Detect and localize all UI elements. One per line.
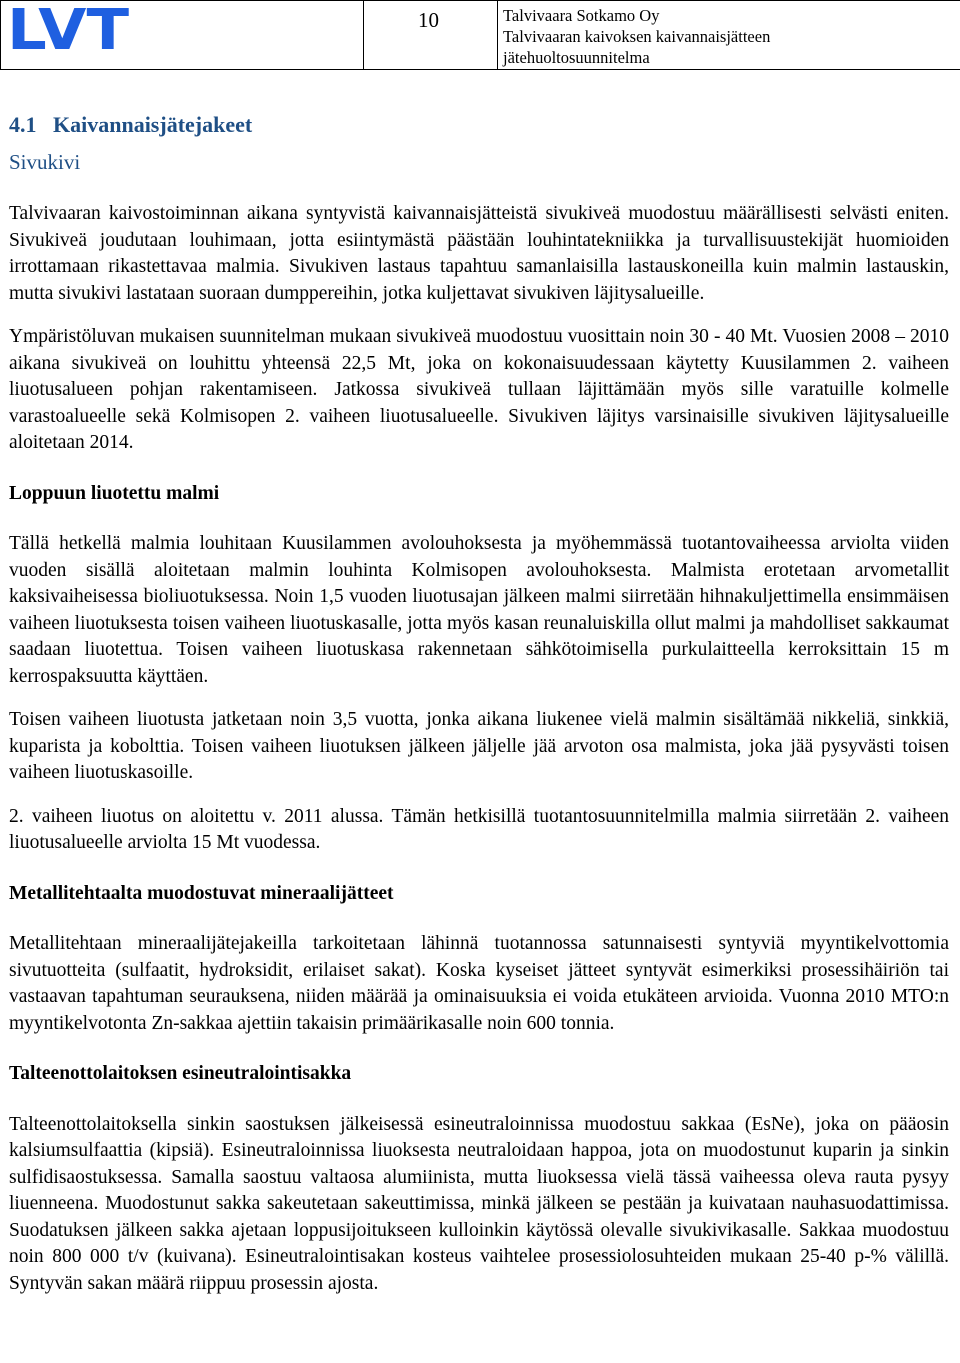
paragraph-esineutralointisakka: Talteenottolaitoksella sinkin saostuksen jälkeisessä esineutraloinnissa muodostuu sakkaa (EsNe), joka on pääosin kalsiumsulfaattia (kipsiä). Esineutraloinnissa liuoksesta neutraloidaan happoa, jota on muodostunut kuparin ja sinkin sulfidisaostuksessa. Samalla saostuu valtaosa alumiinista, mutta liuoksessa vielä tässä vaiheessa oleva rauta pysyy liuenneena. Muodostunut sakka sakeutetaan sakeuttimissa, minkä jälkeen se pestään ja kuivataan nauhasuodattimissa. Suodatuksen jälkeen sakka ajetaan loppusijoitukseen kulloinkin käytössä olevalle sivukivikasalle. Sakkaa muodostuu noin 800 000 t/v (kuivana). Esineutralointisakan kosteus vaihtelee prosessiolosuhteiden mukaan 25-40 p-% välillä. Syntyvän sakan määrä riippuu prosessin ajosta. [9, 1113, 949, 1294]
svg-text:LVT: LVT [7, 5, 129, 55]
subsection-heading-sivukivi: Sivukivi [9, 150, 81, 174]
document-title-line1: Talvivaaran kaivoksen kaivannaisjätteen [503, 27, 771, 46]
paragraph-malmi-2: Toisen vaiheen liuotusta jatketaan noin 3,5 vuotta, jonka aikana liukenee vielä malmin sisältämää nikkeliä, sinkkiä, kuparista ja kobolttia. Toisen vaiheen liuotuksen jälkeen jäljelle jää arvoton osa malmista, joka jää pysyvästi toisen vaiheen liuotuskasoille. [9, 709, 949, 783]
paragraph-metallitehdas: Metallitehtaan mineraalijätejakeilla tarkoitetaan lähinnä tuotannossa satunnaisesti syntyviä myyntikelvottomia sivutuotteita (sulfaatit, hydroksidit, erilaiset sakat). Koska kyseiset jätteet syntyvät esimerkiksi prosessihäiriön tai vastaavan tapahtuman seurauksena, niiden määrää ja ominaisuuksia ei voida etukäteen arvioida. Vuonna 2010 MTO:n myyntikelvotonta Zn-sakkaa ajettiin takaisin primäärikasalle noin 600 tonnia. [9, 933, 949, 1034]
heading-esineutralointisakka: Talteenottolaitoksen esineutralointisakka [9, 1063, 352, 1084]
heading-metallitehdas: Metallitehtaalta muodostuvat mineraalijätteet [9, 882, 394, 904]
document-header [0, 0, 960, 70]
paragraph-sivukivi-1: Talvivaaran kaivostoiminnan aikana syntyvistä kaivannaisjätteistä sivukiveä muodostuu määrällisesti selvästi eniten. Sivukiveä joudutaan louhimaan, jotta esiintymästä päästään louhintatekniikka ja turvallisuustekijät huomioiden irrottamaan rikastettavaa malmia. Sivukiven lastaus tapahtuu samanlaisilla lastauskoneilla kuin malmin lastauskin, mutta sivukivi lastataan suoraan dumppereihin, jotka kuljettavat sivukiven läjitysalueille. [9, 203, 949, 304]
paragraph-malmi-1: Tällä hetkellä malmia louhitaan Kuusilammen avolouhoksesta ja myöhemmässä tuotantovaiheessa arviolta viiden vuoden sisällä aloitetaan malmin louhinta Kolmisopen avolouhoksesta. Malmista erotetaan arvometallit kaksivaiheisessa bioliuotuksessa. Noin 1,5 vuoden liuotusajan jälkeen malmi siirretään hihnakuljettimella ensimmäisen vaiheen liuotuksesta toisen vaiheen liuotuskasalle, jotta myös kasan reunaluiskilla ollut malmi ja mahdolliset sakkaumat saadaan liuotettua. Toisen vaiheen liuotuskasa rakennetaan sähkötoimisella purkulaitteella kerroksittain 15 m kerrospaksuutta käyttäen. [9, 533, 949, 687]
company-cell [498, 1, 960, 70]
page-number-cell [364, 1, 498, 70]
paragraph-malmi-3: 2. vaiheen liuotus on aloitettu v. 2011 alussa. Tämän hetkisillä tuotantosuunnitelmilla malmia siirretään 2. vaiheen liuotusalueelle arviolta 15 Mt vuodessa. [9, 805, 949, 853]
logo-cell [1, 1, 364, 70]
document-title-line2: jätehuoltosuunnitelma [503, 48, 650, 67]
lvt-logo [7, 5, 131, 55]
document-body [9, 108, 949, 1297]
paragraph-sivukivi-2: Ympäristöluvan mukaisen suunnitelman mukaan sivukiveä muodostuu vuosittain noin 30 - 40 Mt. Vuosien 2008 – 2010 aikana sivukiveä on louhittu yhteensä 22,5 Mt, joka on kokonaisuudessaan käytetty Kuusilammen 2. vaiheen liuotusalueen pohjan rakentamiseen. Jatkossa sivukiveä tullaan läjittämään myös sille varatuille kolmelle varastoalueelle sekä Kolmisopen 2. vaiheen liuotusalueelle. Sivukiven läjitys varsinaisille sivukiven läjitysalueille aloitetaan 2014. [9, 326, 949, 453]
section-heading: 4.1 Kaivannaisjätejakeet [9, 112, 253, 137]
heading-loppuun-liuotettu-malmi: Loppuun liuotettu malmi [9, 482, 220, 504]
page-number: 10 [418, 8, 439, 32]
company-name: Talvivaara Sotkamo Oy [503, 6, 660, 25]
